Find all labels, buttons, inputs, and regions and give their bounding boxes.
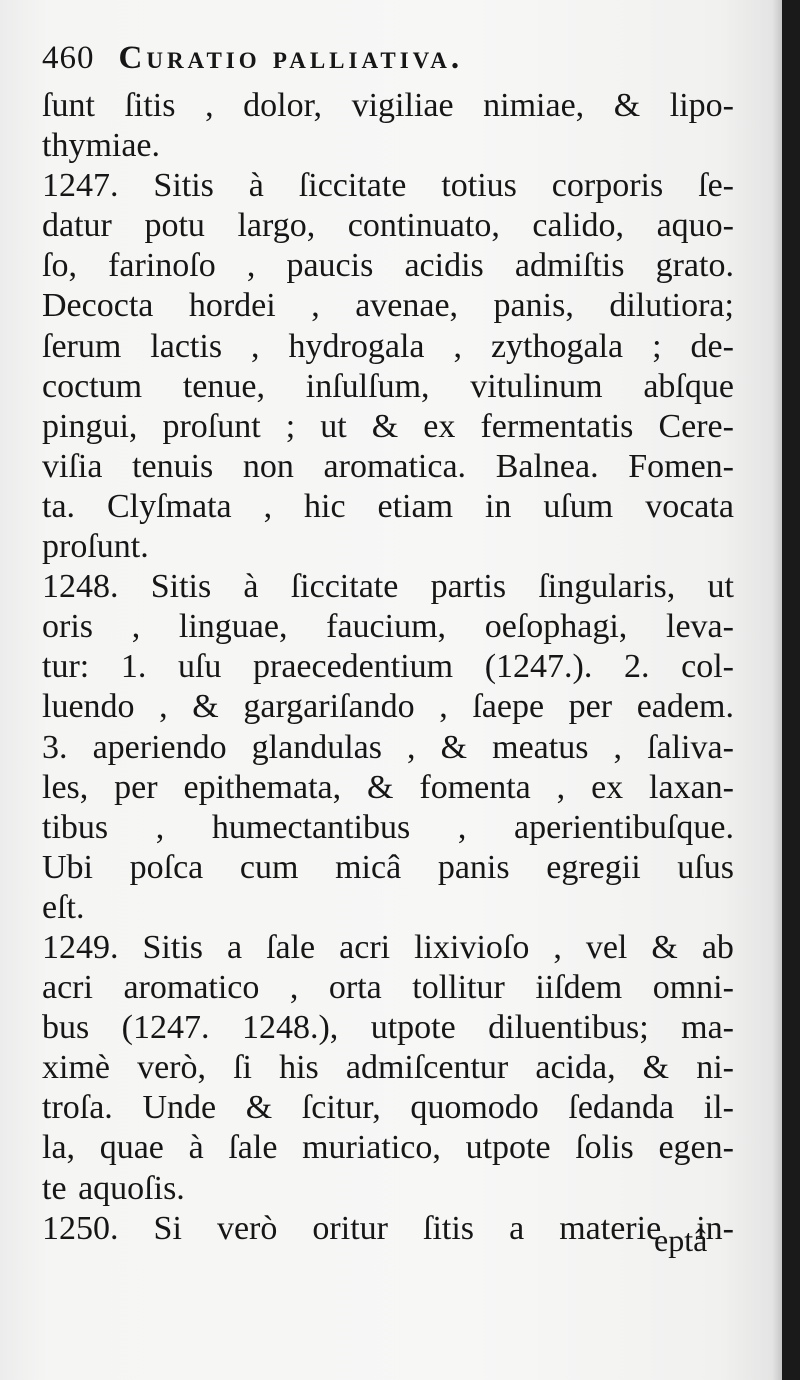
text-line: troſa. Unde & ſcitur, quomodo ſedanda il- [42, 1089, 734, 1127]
text-line: datur potu largo, continuato, calido, aquo- [42, 207, 734, 245]
text-line: coctum tenue, inſulſum, vitulinum abſque [42, 367, 734, 405]
text-line: ſunt ſitis , dolor, vigiliae nimiae, & lipo- [42, 87, 734, 124]
text-line: 1249. Sitis a ſale acri lixivioſo , vel & ab [42, 928, 734, 966]
text-line: pingui, proſunt ; ut & ex fermentatis Cere- [42, 407, 734, 445]
text-line: tibus , humectantibus , aperientibuſque. [42, 808, 734, 846]
text-block [42, 30, 734, 1249]
text-line: les, per epithemata, & fomenta , ex laxan- [42, 768, 734, 806]
catchword: eptâ [654, 1222, 708, 1258]
text-line: ta. Clyſmata , hic etiam in uſum vocata [42, 487, 734, 525]
text-line: tur: 1. uſu praecedentium (1247.). 2. col- [42, 648, 734, 686]
text-line: proſunt. [42, 528, 149, 566]
text-line: te aquoſis. [42, 1169, 185, 1207]
text-line: viſia tenuis non aromatica. Balnea. Fomen- [42, 447, 734, 485]
text-line: la, quae à ſale muriatico, utpote ſolis egen- [42, 1129, 734, 1167]
text-line: ximè verò, ſi his admiſcentur acida, & ni- [42, 1049, 734, 1087]
text-line: ſerum lactis , hydrogala , zythogala ; de- [42, 327, 734, 365]
text-line: eſt. [42, 888, 85, 926]
text-line: 3. aperiendo glandulas , & meatus , ſaliva- [42, 728, 734, 766]
text-line: Ubi poſca cum micâ panis egregii uſus [42, 848, 734, 886]
body-text [42, 86, 734, 1249]
running-head [42, 30, 734, 86]
text-line: 1250. Si verò oritur ſitis a materie in- [42, 1209, 734, 1247]
text-line: Decocta hordei , avenae, panis, dilutiora; [42, 287, 734, 325]
text-line: oris , linguae, faucium, oeſophagi, leva- [42, 608, 734, 646]
text-line: acri aromatico , orta tollitur iiſdem omni- [42, 969, 734, 1007]
text-line: luendo , & gargariſando , ſaepe per eadem. [42, 688, 734, 726]
text-line: ſo, farinoſo , paucis acidis admiſtis grato. [42, 247, 734, 285]
text-line: bus (1247. 1248.), utpote diluentibus; ma- [42, 1009, 734, 1047]
running-title: Curatio palliativa. [118, 40, 464, 76]
text-line: 1247. Sitis à ſiccitate totius corporis ſe- [42, 167, 734, 205]
page-number: 460 [42, 40, 95, 76]
text-line: thymiae. [42, 127, 161, 165]
text-line: 1248. Sitis à ſiccitate partis ſingularis, ut [42, 568, 734, 606]
